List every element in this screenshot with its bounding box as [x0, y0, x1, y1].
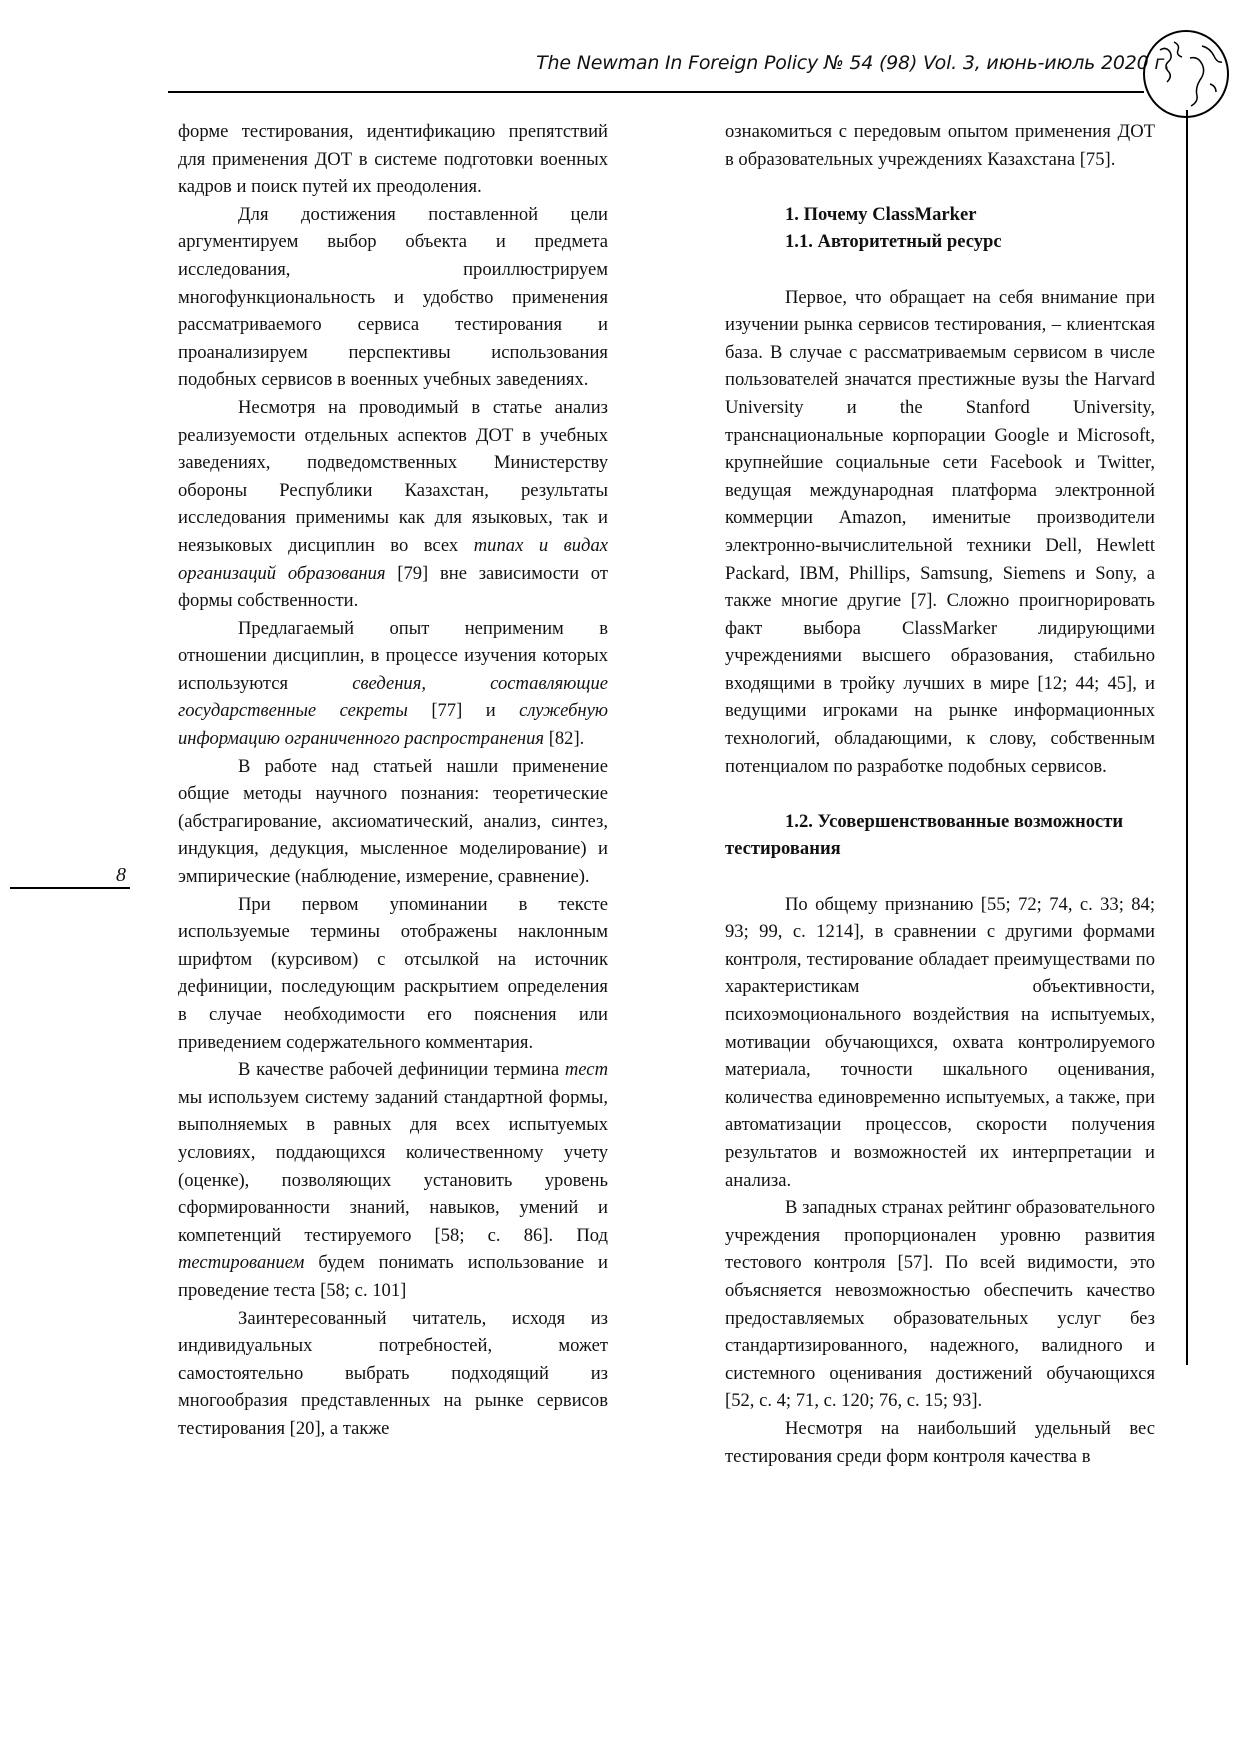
globe-icon [1140, 28, 1232, 120]
section-heading: 1. Почему ClassMarker [785, 203, 977, 225]
paragraph: Первое, что обращает на себя внимание при изучении рынка сервисов тестирования, – клиентская база. В случае с рассматриваемым сервисом в числе пользователей значатся престижные вузы the Harvard University и the Stanford University, транснациональные корпорации Google и Microsoft, крупнейшие социальные сети Facebook и Twitter, ведущая международная платформа электронной коммерции Amazon, именитые производители электронно-вычислительной техники Dell, Hewlett Packard, IBM, Phillips, Samsung, Siemens и Sony, а также многие другие [7]. Сложно проигнорировать факт выбора ClassMarker лидирующими учреждениями высшего образования, стабильно входящими в тройку лучших в мире [12; 44; 45], и ведущими игроками на рынке информационных технологий, обладающими, к слову, собственным потенциалом по разработке подобных сервисов. [725, 286, 1155, 777]
subsection-heading: 1.2. Усовершенствованные возможности тестирования [725, 810, 1124, 860]
paragraph: По общему признанию [55; 72; 74, с. 33; 84; 93; 99, с. 1214], в сравнении с другими формами контроля, тестирование обладает преимуществами по характеристикам объективности, психоэмоционального воздействия на испытуемых, мотивации обучающихся, охвата контролируемого материала, точности шкального оценивания, количества единовременно испытуемых, а также, при автоматизации процессов, скорости получения результатов и возможностей их интерпретации и анализа. [725, 893, 1155, 1191]
defined-term: служебную информацию ограниченного распространения [178, 700, 609, 750]
paragraph: При первом упоминании в тексте используемые термины отображены наклонным шрифтом (курсивом) с отсылкой на источник дефиниции, последующим раскрытием определения в случае необходимости его пояснения или приведением содержательного комментария. [178, 893, 608, 1053]
paragraph: ознакомиться с передовым опытом применения ДОТ в образовательных учреждениях Казахстана [75]. [725, 121, 1155, 170]
subsection-heading: 1.1. Авторитетный ресурс [785, 231, 1002, 253]
left-column [178, 118, 608, 1443]
header-divider [168, 91, 1144, 93]
right-column [725, 118, 1155, 1470]
defined-term: тест [564, 1059, 608, 1081]
paragraph: Для достижения поставленной цели аргументируем выбор объекта и предмета исследования, проиллюстрируем многофункциональность и удобство применения рассматриваемого сервиса тестирования и проанализируем перспективы использования подобных сервисов в военных учебных заведениях. [178, 203, 608, 391]
paragraph: Несмотря на проводимый в статье анализ реализуемости отдельных аспектов ДОТ в учебных заведениях, подведомственных Министерству обороны Республики Казахстан, результаты исследования применимы как для языковых, так и неязыковых дисциплин во всех типах и видах организаций образования [79] вне зависимости от формы собственности. [178, 396, 608, 612]
paragraph: В работе над статьей нашли применение общие методы научного познания: теоретические (абстрагирование, аксиоматический, анализ, синтез, индукция, дедукция, мысленное моделирование) и эмпирические (наблюдение, измерение, сравнение). [178, 755, 608, 888]
paragraph: Предлагаемый опыт неприменим в отношении дисциплин, в процессе изучения которых используются сведения, составляющие государственные секреты [77] и служебную информацию ограниченного распространения [82]. [178, 617, 609, 750]
defined-term: типах и видах организаций образования [178, 534, 608, 584]
journal-header: The Newman In Foreign Policy № 54 (98) Vol. 3, июнь-июль 2020 г. [536, 52, 1170, 74]
page-number: 8 [116, 864, 126, 886]
paragraph: В качестве рабочей дефиниции термина тест мы используем систему заданий стандартной формы, выполняемых в равных для всех испытуемых условиях, поддающихся количественному учету (оценке), позволяющих установить уровень сформированности знаний, навыков, умений и компетенций тестируемого [58; с. 86]. Под тестированием будем понимать использование и проведение теста [58; с. 101] [178, 1059, 608, 1301]
paragraph: форме тестирования, идентификацию препятствий для применения ДОТ в системе подготовки военных кадров и поиск путей их преодоления. [178, 121, 608, 198]
paragraph: В западных странах рейтинг образовательного учреждения пропорционален уровню развития тестового контроля [57]. По всей видимости, это объясняется невозможностью обеспечить качество предоставляемых образовательных услуг без стандартизированного, надежного, валидного и системного оценивания достижений обучающихся [52, с. 4; 71, с. 120; 76, с. 15; 93]. [725, 1197, 1155, 1412]
right-margin-rule [1186, 110, 1188, 1365]
defined-term: сведения, составляющие государственные секреты [178, 672, 608, 722]
defined-term: тестированием [178, 1252, 305, 1274]
page-number-rule [10, 887, 130, 889]
paragraph: Заинтересованный читатель, исходя из индивидуальных потребностей, может самостоятельно выбрать подходящий из многообразия представленных на рынке сервисов тестирования [20], а также [178, 1307, 608, 1439]
paragraph: Несмотря на наибольший удельный вес тестирования среди форм контроля качества в [725, 1417, 1155, 1467]
